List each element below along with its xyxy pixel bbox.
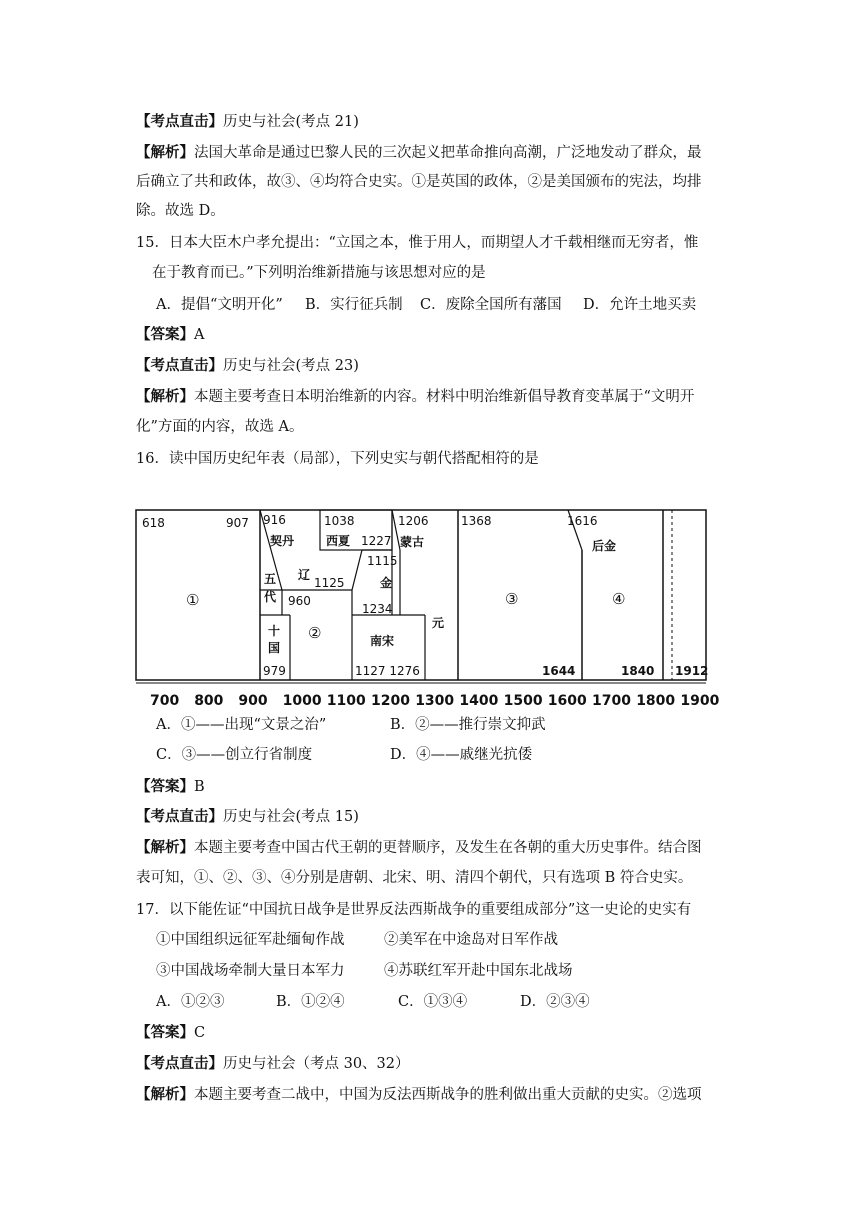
point-text: 历史与社会（考点 30、32）	[223, 1056, 410, 1072]
marker-1: ①	[186, 591, 200, 609]
q16-option-b: B．②——推行崇文抑武	[390, 717, 546, 733]
answer-value: B	[194, 779, 205, 795]
q17-option-b: B．①②④	[276, 994, 345, 1010]
year-1912: 1912	[675, 664, 709, 678]
axis-tick-label: 800	[194, 693, 224, 709]
label-nansong: 南宋	[370, 634, 395, 648]
label-jin: 金	[380, 576, 393, 590]
axis-tick-label: 1000	[282, 693, 322, 709]
year-1127-1276: 1127 1276	[355, 664, 420, 678]
analysis-tag: 【解析】	[136, 839, 194, 856]
label-liao: 辽	[298, 568, 311, 582]
q15-analysis-line2: 化”方面的内容，故选 A。	[136, 419, 304, 435]
year-1234: 1234	[362, 602, 393, 616]
q17-item-3: ③中国战场牵制大量日本军力	[156, 963, 345, 979]
answer-tag: 【答案】	[136, 1024, 194, 1041]
q17-item-2: ②美军在中途岛对日军作战	[384, 932, 558, 948]
year-1840: 1840	[621, 664, 655, 678]
q15-stem-line2: 在于教育而已。”下列明治维新措施与该思想对应的是	[152, 265, 486, 281]
q15-option-b: B．实行征兵制	[305, 297, 403, 313]
q17-analysis-line1	[136, 1085, 702, 1105]
marker-4: ④	[612, 590, 626, 608]
axis-tick-label: 1700	[592, 693, 631, 709]
year-1616: 1616	[567, 514, 598, 528]
q14-point-line	[136, 112, 359, 132]
q15-point-line	[136, 356, 359, 376]
analysis-tag: 【解析】	[136, 144, 194, 161]
label-menggu: 蒙古	[400, 535, 425, 549]
q16-option-c: C．③——创立行省制度	[156, 747, 313, 763]
q15-analysis-line1	[136, 387, 694, 407]
q16-option-d: D．④——戚继光抗倭	[390, 747, 533, 763]
q16-analysis-line1	[136, 838, 702, 858]
year-979: 979	[263, 664, 286, 678]
axis-tick-label: 1200	[371, 693, 410, 709]
point-text: 历史与社会(考点 21)	[223, 114, 359, 130]
year-960: 960	[288, 594, 311, 608]
q17-option-a: A．①②③	[156, 994, 225, 1010]
year-618: 618	[142, 516, 165, 530]
q17-stem: 17．以下能佐证“中国抗日战争是世界反法西斯战争的重要组成部分”这一史论的史实有	[136, 902, 692, 918]
analysis-tag: 【解析】	[136, 388, 194, 405]
q17-item-1: ①中国组织远征军赴缅甸作战	[156, 932, 345, 948]
marker-2: ②	[308, 624, 322, 642]
analysis-tag: 【解析】	[136, 1086, 194, 1103]
q16-stem: 16．读中国历史纪年表（局部），下列史实与朝代搭配相符的是	[136, 451, 539, 467]
label-shiguo-1: 十	[268, 624, 281, 638]
year-1368: 1368	[461, 514, 492, 528]
axis-tick-label: 700	[150, 693, 180, 709]
axis-tick-label: 1900	[680, 693, 720, 709]
year-1038: 1038	[324, 514, 355, 528]
year-1227: 1227	[361, 534, 392, 548]
q17-point-line	[136, 1054, 410, 1074]
q15-option-c: C．废除全国所有藩国	[420, 297, 562, 313]
q17-answer-line	[136, 1023, 205, 1043]
q16-option-a: A．①——出现“文景之治”	[156, 717, 327, 733]
point-tag: 【考点直击】	[136, 808, 223, 825]
label-xixia: 西夏	[326, 534, 351, 548]
axis-tick-label: 1800	[636, 693, 676, 709]
q17-option-d: D．②③④	[520, 994, 590, 1010]
point-tag: 【考点直击】	[136, 1055, 223, 1072]
q17-option-c: C．①③④	[398, 994, 468, 1010]
axis-tick-label: 1100	[326, 693, 366, 709]
q15-option-d: D．允许土地买卖	[583, 297, 697, 313]
axis-tick-label: 900	[238, 693, 268, 709]
year-1644: 1644	[542, 664, 576, 678]
point-text: 历史与社会(考点 23)	[223, 358, 359, 374]
marker-3: ③	[505, 590, 519, 608]
year-1125: 1125	[314, 576, 345, 590]
q15-stem-line1: 15．日本大臣木户孝允提出：“立国之本，惟于用人，而期望人才千载相继而无穷者，惟	[136, 235, 699, 251]
point-tag: 【考点直击】	[136, 113, 223, 130]
analysis-text: 法国大革命是通过巴黎人民的三次起义把革命推向高潮，广泛地发动了群众，最	[194, 145, 702, 161]
q14-analysis-line1	[136, 143, 702, 163]
axis-tick-label: 1300	[415, 693, 455, 709]
axis-tick-label: 1400	[459, 693, 499, 709]
year-916: 916	[263, 513, 286, 527]
analysis-text: 本题主要考查二战中，中国为反法西斯战争的胜利做出重大贡献的史实。②选项	[194, 1087, 702, 1103]
year-1206: 1206	[398, 514, 429, 528]
label-houjin: 后金	[592, 539, 617, 553]
answer-value: C	[194, 1025, 206, 1041]
label-shiguo-2: 国	[268, 641, 281, 655]
q17-item-4: ④苏联红军开赴中国东北战场	[384, 963, 573, 979]
answer-tag: 【答案】	[136, 326, 194, 343]
answer-value: A	[194, 327, 205, 343]
q15-option-a: A．提倡“文明开化”	[156, 297, 283, 313]
axis-tick-label: 1600	[547, 693, 587, 709]
analysis-text: 本题主要考查中国古代王朝的更替顺序，及发生在各朝的重大历史事件。结合图	[194, 840, 702, 856]
point-text: 历史与社会(考点 15)	[223, 809, 359, 825]
chronology-table	[130, 505, 720, 710]
axis-tick-label: 1500	[503, 693, 543, 709]
year-907: 907	[226, 516, 249, 530]
label-qidan: 契丹	[270, 534, 295, 548]
label-yuan: 元	[432, 616, 445, 630]
year-1115: 1115	[367, 554, 398, 568]
q15-answer-line	[136, 325, 204, 345]
q16-answer-line	[136, 777, 205, 797]
label-wudai-2: 代	[264, 590, 277, 604]
q14-analysis-line3: 除。故选 D。	[136, 203, 225, 219]
analysis-text: 本题主要考查日本明治维新的内容。材料中明治维新倡导教育变革属于“文明开	[194, 389, 695, 405]
q14-analysis-line2: 后确立了共和政体，故③、④均符合史实。①是英国的政体，②是美国颁布的宪法，均排	[136, 174, 702, 190]
label-wudai-1: 五	[264, 572, 277, 586]
answer-tag: 【答案】	[136, 778, 194, 795]
q16-point-line	[136, 807, 359, 827]
q16-analysis-line2: 表可知，①、②、③、④分别是唐朝、北宋、明、清四个朝代，只有选项 B 符合史实。	[136, 870, 693, 886]
point-tag: 【考点直击】	[136, 357, 223, 374]
